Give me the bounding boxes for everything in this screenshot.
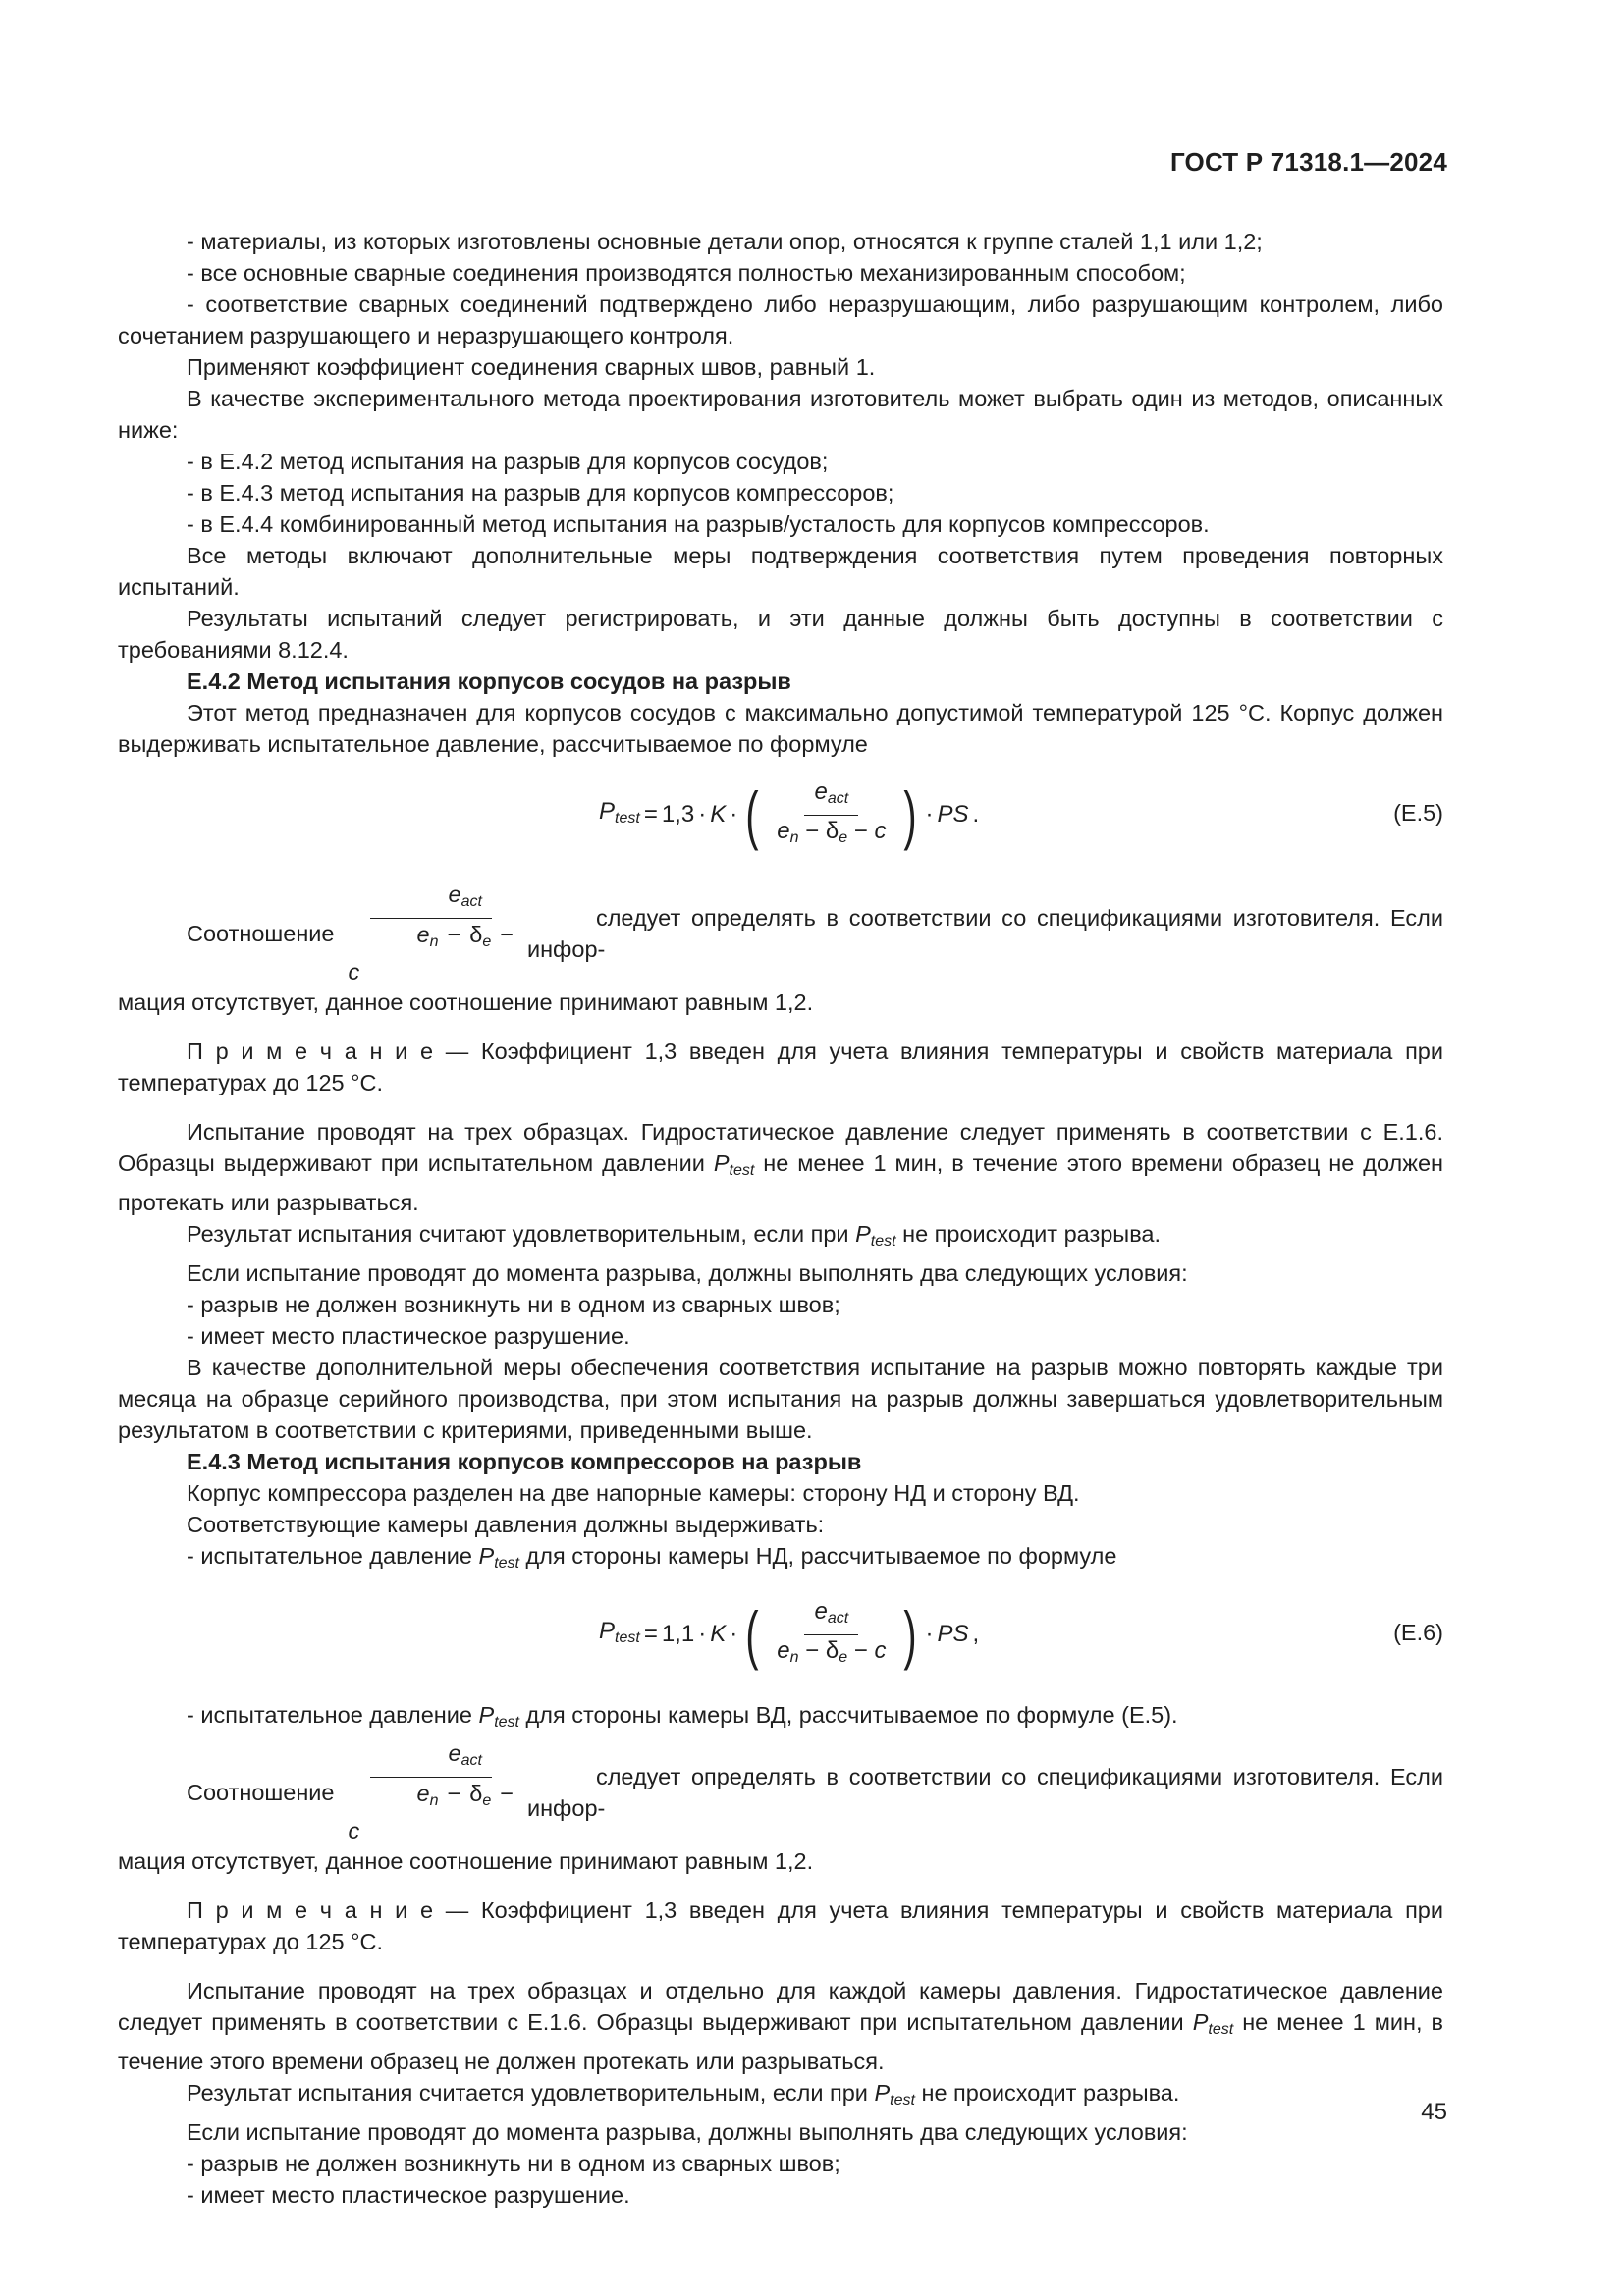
paragraph: - все основные сварные соединения производятся полностью механизированным способом; bbox=[187, 260, 1186, 286]
paragraph: Результаты испытаний следует регистрировать, и эти данные должны быть доступны в соответствии с требованиями 8.12.4. bbox=[118, 606, 1443, 663]
paragraph: Результат испытания считается удовлетворительным, если при $P_{test}$ не происходит разрыва. bbox=[187, 2080, 1180, 2109]
paragraph: Если испытание проводят до момента разрыва, должны выполнять два следующих условия: bbox=[187, 2119, 1188, 2145]
ratio-paragraph: Соотношение $\frac{e_{act}}{e_n - \delta_e - c}$ следует определять в соответствии со спецификациями изготовителя. Если инфор- bbox=[187, 1740, 1443, 1843]
paragraph: В качестве дополнительной меры обеспечения соответствия испытание на разрыв можно повторять каждые три месяца на образце серийного производства, при этом испытания на разрыв должны завершаться удовлетворительным результатом в соответствии с критериями, приведенными выше. bbox=[118, 1355, 1443, 1443]
paragraph: Соответствующие камеры давления должны выдерживать: bbox=[187, 1512, 825, 1537]
paragraph: - материалы, из которых изготовлены основные детали опор, относятся к группе сталей 1,1 или 1,2; bbox=[187, 229, 1263, 254]
paragraph: Испытание проводят на трех образцах и отдельно для каждой камеры давления. Гидростатическое давление следует применять в соответствии с Е.1.6. Образцы выдерживают при испытательном давлении $P_{test}$ не менее 1 мин, в течение этого времени образец не должен протекать или разрываться. bbox=[118, 1978, 1443, 2074]
paragraph: Если испытание проводят до момента разрыва, должны выполнять два следующих условия: bbox=[187, 1260, 1188, 1286]
paragraph: - в E.4.2 метод испытания на разрыв для корпусов сосудов; bbox=[187, 449, 829, 474]
paragraph: Все методы включают дополнительные меры подтверждения соответствия путем проведения повторных испытаний. bbox=[118, 543, 1443, 600]
page-number: 45 bbox=[1421, 2099, 1447, 2125]
paragraph: - разрыв не должен возникнуть ни в одном из сварных швов; bbox=[187, 2151, 840, 2176]
paragraph: - соответствие сварных соединений подтверждено либо неразрушающим, либо разрушающим контролем, либо сочетанием разрушающего и неразрушающего контроля. bbox=[118, 292, 1443, 348]
paragraph: - испытательное давление $P_{test}$ для стороны камеры ВД, рассчитываемое по формуле (Е.5). bbox=[187, 1702, 1178, 1731]
paragraph: - имеет место пластическое разрушение. bbox=[187, 2182, 630, 2208]
paragraph: Этот метод предназначен для корпусов сосудов с максимально допустимой температурой 125 °С. Корпус должен выдерживать испытательное давление, рассчитываемое по формуле bbox=[118, 700, 1443, 757]
document-header: ГОСТ Р 71318.1—2024 bbox=[1169, 147, 1447, 177]
section-heading: Е.4.3 Метод испытания корпусов компрессоров на разрыв bbox=[187, 1449, 862, 1474]
formula-e5 bbox=[118, 768, 1443, 862]
ratio-fraction: $\frac{e_{act}}{e_n - \delta_e - c}$ bbox=[348, 1740, 514, 1843]
formula-number: (Е.6) bbox=[1393, 1620, 1443, 1645]
formula-number: (Е.5) bbox=[1393, 800, 1443, 826]
note: П р и м е ч а н и е — Коэффициент 1,3 введен для учета влияния температуры и свойств материала при температурах до 125 °С. bbox=[118, 1039, 1443, 1095]
section-heading: Е.4.2 Метод испытания корпусов сосудов на разрыв bbox=[187, 668, 791, 694]
ratio-paragraph: Соотношение $\frac{e_{act}}{e_n - \delta_e - c}$ следует определять в соответствии со спецификациями изготовителя. Если инфор- bbox=[187, 881, 1443, 985]
paragraph: мация отсутствует, данное соотношение принимают равным 1,2. bbox=[118, 989, 814, 1015]
ratio-fraction: $\frac{e_{act}}{e_n - \delta_e - c}$ bbox=[348, 881, 514, 985]
paragraph: - имеет место пластическое разрушение. bbox=[187, 1323, 630, 1349]
paragraph: - испытательное давление $P_{test}$ для стороны камеры НД, рассчитываемое по формуле bbox=[187, 1543, 1117, 1572]
formula-e6 bbox=[118, 1587, 1443, 1682]
paragraph: мация отсутствует, данное соотношение принимают равным 1,2. bbox=[118, 1848, 814, 1874]
formula-expression: $P_{test}$ = 1,3 · K · ( $\frac{e_{act}}{e_n - \delta_e - c}$ ) · PS . bbox=[599, 777, 980, 851]
paragraph: В качестве экспериментального метода проектирования изготовитель может выбрать один из методов, описанных ниже: bbox=[118, 386, 1443, 443]
paragraph: - разрыв не должен возникнуть ни в одном из сварных швов; bbox=[187, 1292, 840, 1317]
formula-lhs: $P_{test}$ bbox=[599, 1617, 640, 1646]
paragraph: Результат испытания считают удовлетворительным, если при $P_{test}$ не происходит разрыва. bbox=[187, 1221, 1162, 1250]
formula-fraction: $\frac{e_{act}}{e_n - \delta_e - c}$ bbox=[777, 777, 887, 846]
formula-coefficient: 1,3 bbox=[661, 801, 695, 828]
formula-coefficient: 1,1 bbox=[661, 1621, 695, 1647]
paragraph: - в E.4.3 метод испытания на разрыв для корпусов компрессоров; bbox=[187, 480, 894, 506]
formula-lhs: $P_{test}$ bbox=[599, 797, 640, 827]
paragraph: Применяют коэффициент соединения сварных швов, равный 1. bbox=[187, 354, 876, 380]
formula-fraction: $\frac{e_{act}}{e_n - \delta_e - c}$ bbox=[777, 1597, 887, 1666]
paragraph: Корпус компрессора разделен на две напорные камеры: сторону НД и сторону ВД. bbox=[187, 1480, 1080, 1506]
formula-expression: $P_{test}$ = 1,1 · K · ( $\frac{e_{act}}{e_n - \delta_e - c}$ ) · PS , bbox=[599, 1597, 980, 1671]
document-body bbox=[118, 226, 1443, 2211]
note: П р и м е ч а н и е — Коэффициент 1,3 введен для учета влияния температуры и свойств материала при температурах до 125 °С. bbox=[118, 1897, 1443, 1954]
paragraph: Испытание проводят на трех образцах. Гидростатическое давление следует применять в соответствии с Е.1.6. Образцы выдерживают при испытательном давлении $P_{test}$ не менее 1 мин, в течение этого времени образец не должен протекать или разрываться. bbox=[118, 1119, 1443, 1215]
paragraph: - в E.4.4 комбинированный метод испытания на разрыв/усталость для корпусов компрессоров. bbox=[187, 511, 1210, 537]
